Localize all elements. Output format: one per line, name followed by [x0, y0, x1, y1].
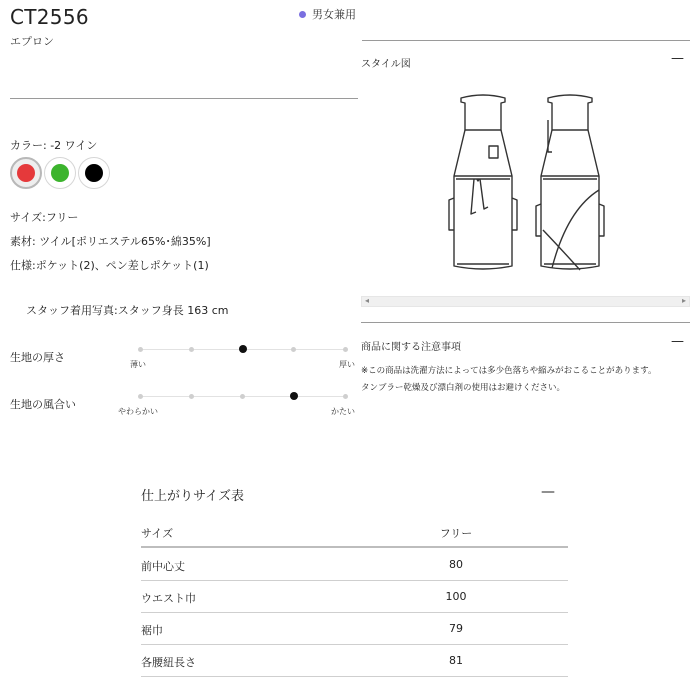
divider-top-right — [362, 40, 690, 41]
row-value: 79 — [449, 622, 463, 635]
row-key: ウエスト巾 — [141, 592, 196, 605]
color-swatch-green[interactable] — [44, 157, 76, 189]
swatch-red-fill — [17, 164, 35, 182]
size-header-value: フリー — [439, 527, 473, 540]
scale-point — [138, 394, 143, 399]
spec-size: サイズ:フリー — [10, 211, 79, 224]
table-row — [141, 645, 568, 677]
row-value: 80 — [449, 558, 463, 571]
color-label: カラー: -2 ワイン — [10, 139, 98, 152]
scroll-right-icon[interactable]: ▸ — [681, 296, 686, 305]
scale-high-label: かたい — [331, 407, 355, 416]
row-line — [141, 676, 568, 677]
style-panel-title: スタイル図 — [361, 59, 411, 70]
size-header-key: サイズ — [141, 527, 174, 540]
spec-features: 仕様:ポケット(2)、ペン差しポケット(1) — [10, 259, 209, 272]
row-key: 各腰紐長さ — [141, 656, 196, 669]
row-value: 100 — [445, 590, 467, 603]
style-scrollbar[interactable] — [361, 296, 690, 307]
divider-style-panel — [361, 322, 690, 323]
color-swatch-red[interactable] — [10, 157, 42, 189]
notice-panel-title: 商品に関する注意事項 — [361, 342, 461, 353]
fabric-texture-label: 生地の風合い — [10, 398, 76, 411]
scale-point — [189, 347, 194, 352]
size-table-header — [141, 516, 568, 548]
fabric-thickness-scale — [130, 341, 355, 371]
color-swatch-black[interactable] — [78, 157, 110, 189]
scale-low-label: やわらかい — [118, 407, 158, 416]
product-name: エプロン — [10, 35, 54, 48]
table-row — [141, 549, 568, 581]
row-line — [141, 546, 568, 548]
divider-left — [10, 98, 358, 99]
scroll-left-icon[interactable]: ◂ — [365, 296, 370, 305]
spec-material: 素材: ツイル[ポリエステル65%･綿35%] — [10, 235, 211, 248]
product-code: CT2556 — [10, 5, 89, 29]
notice-line-1: ※この商品は洗濯方法によっては多少色落ちや縮みがおこることがあります。 — [361, 366, 657, 376]
scale-point — [343, 394, 348, 399]
apron-front-icon — [449, 95, 517, 269]
apron-style-illustration — [362, 80, 690, 292]
scale-high-label: 厚い — [339, 360, 355, 369]
notice-line-2: タンブラー乾燥及び漂白剤の使用はお避けください。 — [361, 383, 566, 393]
scale-point — [138, 347, 143, 352]
row-value: 81 — [449, 654, 463, 667]
gender-tag — [299, 6, 356, 22]
scale-low-label: 薄い — [130, 360, 146, 369]
row-key: 前中心丈 — [141, 560, 185, 573]
scale-point — [343, 347, 348, 352]
scale-point-selected — [239, 345, 247, 353]
apron-back-icon — [536, 95, 604, 270]
scale-point — [291, 347, 296, 352]
table-row — [141, 581, 568, 613]
gender-dot-icon — [299, 11, 306, 18]
fabric-thickness-label: 生地の厚さ — [10, 351, 65, 364]
style-panel-toggle[interactable]: — — [671, 51, 684, 66]
notice-panel-toggle[interactable]: — — [671, 334, 684, 349]
gender-tag-label: 男女兼用 — [312, 8, 356, 21]
staff-photo-info: スタッフ着用写真:スタッフ身長 163 cm — [26, 304, 229, 317]
swatch-black-fill — [85, 164, 103, 182]
scale-point-selected — [290, 392, 298, 400]
size-table-toggle[interactable]: — — [541, 484, 555, 500]
swatch-green-fill — [51, 164, 69, 182]
size-table-title: 仕上がりサイズ表 — [141, 489, 244, 504]
scale-point — [240, 394, 245, 399]
fabric-texture-scale — [118, 388, 355, 418]
row-key: 裾巾 — [141, 624, 163, 637]
scale-point — [189, 394, 194, 399]
table-row — [141, 613, 568, 645]
